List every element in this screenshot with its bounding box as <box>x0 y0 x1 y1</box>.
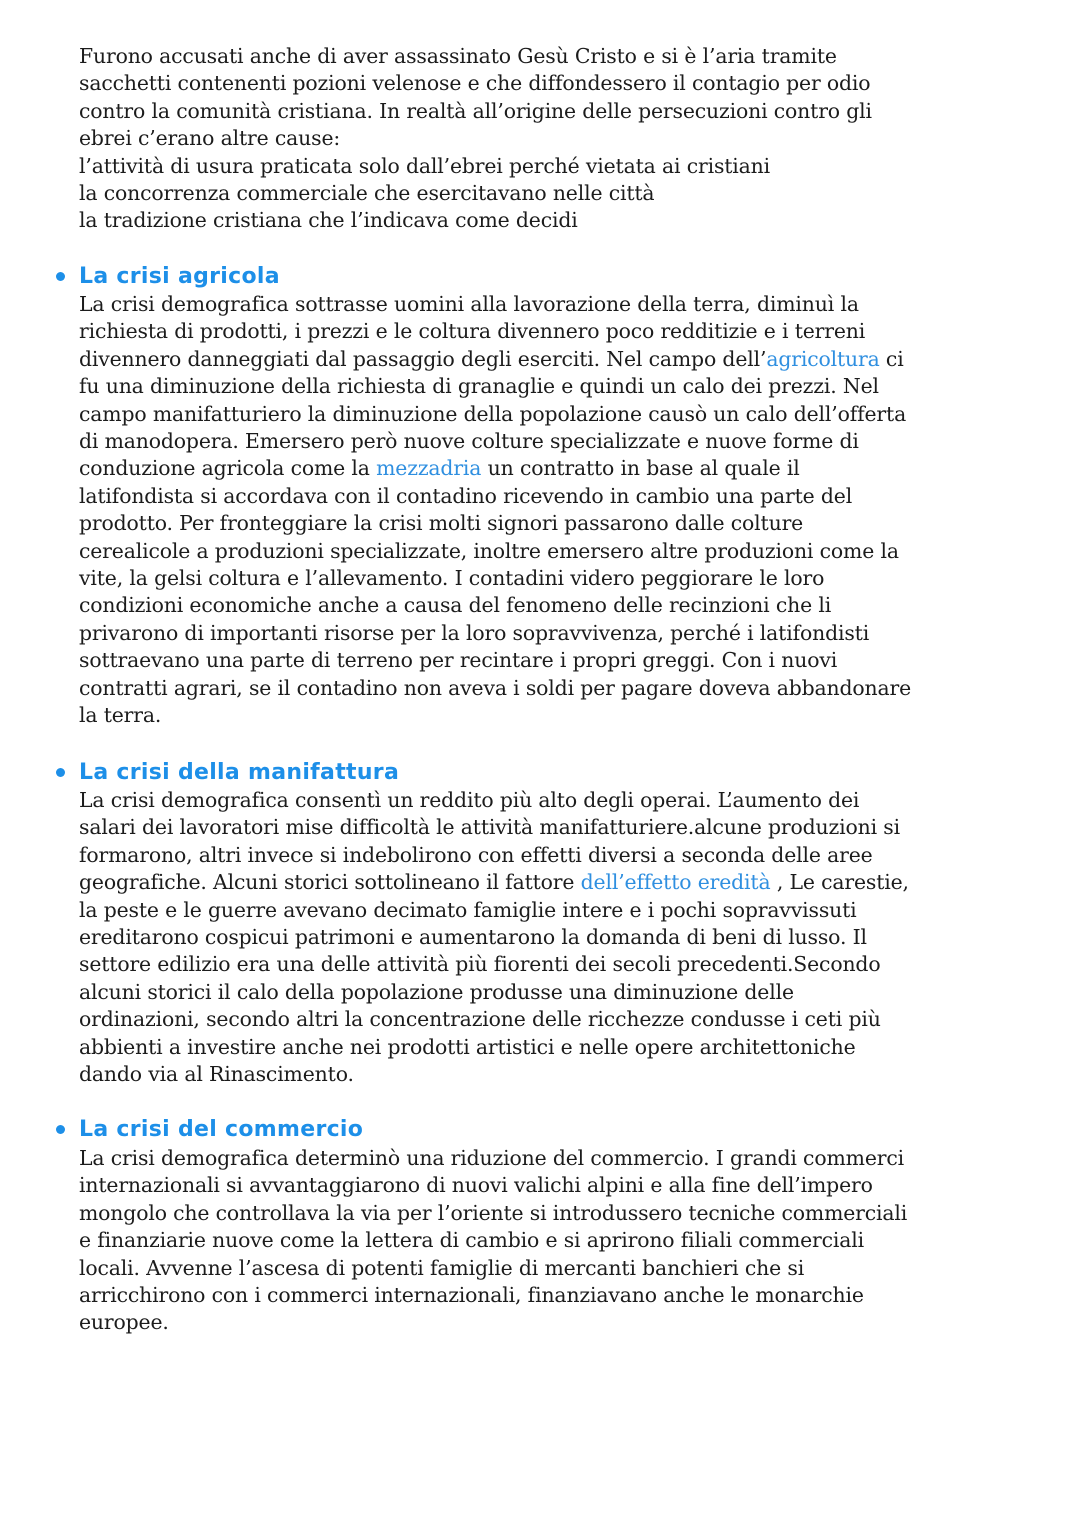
text-run: , Le carestie, <box>770 870 909 895</box>
body-line <box>79 1034 1014 1061</box>
intro-line: sacchetti contenenti pozioni velenose e che diffondessero il contagio per odio <box>79 71 871 96</box>
intro-paragraph <box>79 43 1014 235</box>
text-run: dando via al Rinascimento. <box>79 1062 354 1087</box>
bullet-icon <box>56 272 65 281</box>
text-run: settore edilizio era una delle attività più fiorenti dei secoli precedenti.Secondo <box>79 952 881 977</box>
body-line <box>79 787 1014 814</box>
body-line <box>79 897 1014 924</box>
intro-line: Furono accusati anche di aver assassinato Gesù Cristo e si è l’aria tramite <box>79 44 837 68</box>
body-line <box>79 1172 1014 1199</box>
body-line <box>79 842 1014 869</box>
body-line <box>79 401 1014 428</box>
text-run: ordinazioni, secondo altri la concentrazione delle ricchezze condusse i ceti più <box>79 1007 881 1032</box>
text-run: geografiche. Alcuni storici sottolineano il fattore <box>79 870 581 895</box>
text-run: richiesta di prodotti, i prezzi e le coltura divennero poco redditizie e i terreni <box>79 319 866 344</box>
text-run: fu una diminuzione della richiesta di granaglie e quindi un calo dei prezzi. Nel <box>79 374 879 399</box>
text-run: latifondista si accordava con il contadino ricevendo in cambio una parte del <box>79 483 853 508</box>
text-run: La crisi demografica sottrasse uomini alla lavorazione della terra, diminuì la <box>79 292 859 316</box>
body-line <box>79 483 1014 510</box>
text-run: ci <box>879 346 904 371</box>
text-run: arricchirono con i commerci internazionali, finanziavano anche le monarchie <box>79 1283 864 1308</box>
body-line <box>79 1309 1014 1336</box>
text-run: prodotto. Per fronteggiare la crisi molti signori passarono dalle colture <box>79 511 804 536</box>
highlighted-term: dell’effetto eredità <box>580 870 771 895</box>
intro-line: contro la comunità cristiana. In realtà all’origine delle persecuzioni contro gli <box>79 98 872 123</box>
body-line <box>79 1145 1014 1172</box>
body-line <box>79 1006 1014 1033</box>
text-run: e finanziarie nuove come la lettera di cambio e si aprirono filiali commerciali <box>79 1228 865 1253</box>
intro-line: l’attività di usura praticata solo dall’ebrei perché vietata ai cristiani <box>79 153 771 178</box>
text-run: sottraevano una parte di terreno per recintare i propri greggi. Con i nuovi <box>79 648 838 673</box>
intro-line: ebrei c’erano altre cause: <box>79 126 341 151</box>
text-run: internazionali si avvantaggiarono di nuovi valichi alpini e alla fine dell’impero <box>79 1173 873 1198</box>
body-line <box>79 538 1014 565</box>
text-run: locali. Avvenne l’ascesa di potenti famiglie di mercanti banchieri che si <box>79 1255 805 1280</box>
body-line <box>79 814 1014 841</box>
body-line <box>79 702 1014 729</box>
text-run: campo manifatturiero la diminuzione della popolazione causò un calo dell’offerta <box>79 401 907 426</box>
text-run: conduzione agricola come la <box>79 456 377 481</box>
section-heading-commercio <box>56 1114 363 1144</box>
text-run: un contratto in base al quale il <box>481 456 800 481</box>
text-run: privarono di importanti risorse per la loro sopravvivenza, perché i latifondisti <box>79 620 870 645</box>
section-heading-manifattura <box>56 757 399 787</box>
body-line <box>79 1200 1014 1227</box>
bullet-icon <box>56 1125 65 1134</box>
body-line <box>79 592 1014 619</box>
text-run: condizioni economiche anche a causa del fenomeno delle recinzioni che li <box>79 593 832 618</box>
body-line <box>79 1255 1014 1282</box>
highlighted-term: agricoltura <box>766 346 880 371</box>
body-line <box>79 318 1014 345</box>
body-line <box>79 647 1014 674</box>
text-run: contratti agrari, se il contadino non aveva i soldi per pagare doveva abbandonare <box>79 675 912 700</box>
intro-line: la concorrenza commerciale che esercitavano nelle città <box>79 181 655 206</box>
body-line <box>79 455 1014 482</box>
section-body-manifattura <box>79 787 1014 1088</box>
section-title: La crisi agricola <box>79 263 280 289</box>
body-line <box>79 924 1014 951</box>
section-body-agricola <box>79 291 1014 730</box>
text-run: mongolo che controllava la via per l’oriente si introdussero tecniche commerciali <box>79 1200 908 1225</box>
body-line <box>79 951 1014 978</box>
text-run: La crisi demografica consentì un reddito più alto degli operai. L’aumento dei <box>79 788 860 812</box>
body-line <box>79 1282 1014 1309</box>
intro-line: la tradizione cristiana che l’indicava come decidi <box>79 208 578 233</box>
body-line <box>79 291 1014 318</box>
section-body-commercio <box>79 1145 1014 1337</box>
text-run: ereditarono cospicui patrimoni e aumentarono la domanda di beni di lusso. Il <box>79 925 867 950</box>
body-line <box>79 373 1014 400</box>
text-run: alcuni storici il calo della popolazione produsse una diminuzione delle <box>79 979 794 1004</box>
highlighted-term: mezzadria <box>376 456 482 481</box>
text-run: la terra. <box>79 703 162 728</box>
body-line <box>79 510 1014 537</box>
section-title: La crisi del commercio <box>79 1116 364 1142</box>
text-run: abbienti a investire anche nei prodotti artistici e nelle opere architettoniche <box>79 1034 856 1059</box>
body-line <box>79 565 1014 592</box>
text-run: salari dei lavoratori mise difficoltà le attività manifatturiere.alcune produzioni si <box>79 815 900 840</box>
body-line <box>79 675 1014 702</box>
text-run: La crisi demografica determinò una riduzione del commercio. I grandi commerci <box>79 1146 904 1170</box>
body-line <box>79 346 1014 373</box>
bullet-icon <box>56 768 65 777</box>
text-run: vite, la gelsi coltura e l’allevamento. I contadini videro peggiorare le loro <box>79 566 825 591</box>
body-line <box>79 869 1014 896</box>
body-line <box>79 620 1014 647</box>
section-heading-agricola <box>56 261 280 291</box>
text-run: europee. <box>79 1310 169 1335</box>
section-title: La crisi della manifattura <box>79 759 400 785</box>
text-run: formarono, altri invece si indebolirono con effetti diversi a seconda delle aree <box>79 842 873 867</box>
text-run: la peste e le guerre avevano decimato famiglie intere e i pochi sopravvissuti <box>79 897 857 922</box>
text-run: di manodopera. Emersero però nuove colture specializzate e nuove forme di <box>79 429 859 454</box>
body-line <box>79 979 1014 1006</box>
body-line <box>79 1061 1014 1088</box>
text-run: cerealicole a produzioni specializzate, inoltre emersero altre produzioni come la <box>79 538 899 563</box>
body-line <box>79 1227 1014 1254</box>
text-run: divennero danneggiati dal passaggio degli eserciti. Nel campo dell’ <box>79 346 767 371</box>
body-line <box>79 428 1014 455</box>
